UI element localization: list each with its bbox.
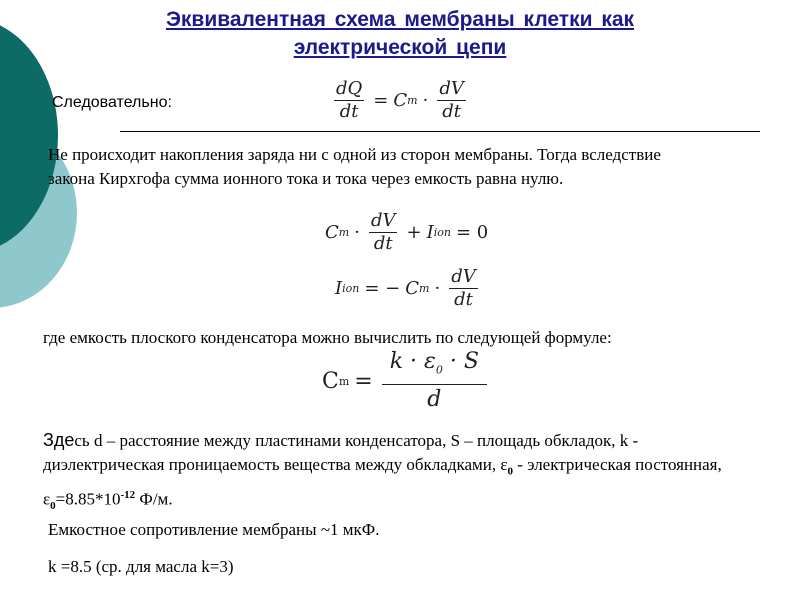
formula-charge-derivative xyxy=(330,78,470,123)
paragraph3-part1: d – расстояние между пластинами конденсатора, S – площадь обкладок, k - диэлектрическая проницаемость вещества между обкладками, ε xyxy=(43,431,639,474)
capacitance-note: Емкостное сопротивление мембраны ~1 мкФ. xyxy=(48,520,380,539)
formula3-equals: = − xyxy=(364,278,401,299)
formula1-numerator-left: dQ xyxy=(336,78,363,99)
formula2-numerator: dV xyxy=(370,210,396,231)
formula-current-sum xyxy=(325,210,493,255)
formula3-dot: · xyxy=(434,278,441,299)
paragraph3-lead: Зде xyxy=(43,430,75,450)
formula3-coef: C xyxy=(405,278,420,299)
paragraph3-part4: Ф/м. xyxy=(135,490,173,510)
formula-capacitance xyxy=(322,348,491,415)
formula3-numerator: dV xyxy=(451,266,476,287)
slide-title: Эквивалентная схема мембраны клетки как электрической цепи xyxy=(165,8,635,59)
paragraph-kirchhoff: Не происходит накопления заряда ни с одной из сторон мембраны. Тогда вследствие закона Кирхгофа сумма ионного тока и тока через емкость равна нулю. xyxy=(48,145,661,188)
paragraph3-part3: =8.85*10 xyxy=(55,490,121,510)
paragraph3-sub2: 0 xyxy=(50,500,56,513)
k-note: k =8.5 (ср. для масла k=3) xyxy=(48,557,234,576)
formula1-denominator-right: dt xyxy=(442,101,461,122)
formula2-coef-sub: m xyxy=(338,226,350,239)
formula1-dot: · xyxy=(422,90,429,111)
formula4-lhs-sub: m xyxy=(338,375,350,389)
intro-label: Следовательно: xyxy=(52,94,172,111)
formula3-current: I xyxy=(335,278,343,299)
formula2-current-sub: ion xyxy=(433,226,451,239)
formula4-numerator-tail: · S xyxy=(442,349,479,374)
formula1-numerator-right: dV xyxy=(439,78,464,99)
formula1-coef: C xyxy=(393,90,408,111)
paragraph3-sub1: 0 xyxy=(507,465,514,478)
formula2-coef: C xyxy=(325,222,339,243)
paragraph-capacitor-intro: где емкость плоского конденсатора можно вычислить по следующей формуле: xyxy=(43,328,612,347)
formula1-denominator-left: dt xyxy=(339,101,359,122)
paragraph3-sup: -12 xyxy=(120,489,136,502)
formula2-plus: + xyxy=(406,222,422,243)
divider-line xyxy=(120,131,760,132)
paragraph3-part2: - электрическая постоянная, ε xyxy=(43,455,722,510)
formula4-denominator: d xyxy=(427,387,442,413)
formula1-coef-sub: m xyxy=(407,94,418,107)
formula-ion-current xyxy=(335,266,482,311)
formula4-equals: = xyxy=(354,369,373,395)
paragraph3-lead2: сь xyxy=(74,431,90,450)
formula1-equals: = xyxy=(373,90,389,111)
formula3-denominator: dt xyxy=(454,289,473,310)
formula2-current: I xyxy=(426,222,434,243)
formula2-dot: · xyxy=(354,222,360,243)
formula4-numerator: k · ε xyxy=(389,349,436,374)
formula4-numerator-sub: 0 xyxy=(435,363,443,377)
formula3-coef-sub: m xyxy=(419,282,430,295)
formula2-rhs: = 0 xyxy=(455,222,489,243)
formula3-current-sub: ion xyxy=(342,282,360,295)
formula2-denominator: dt xyxy=(373,233,393,254)
formula4-lhs: C xyxy=(322,369,339,395)
paragraph-definitions xyxy=(43,428,763,518)
